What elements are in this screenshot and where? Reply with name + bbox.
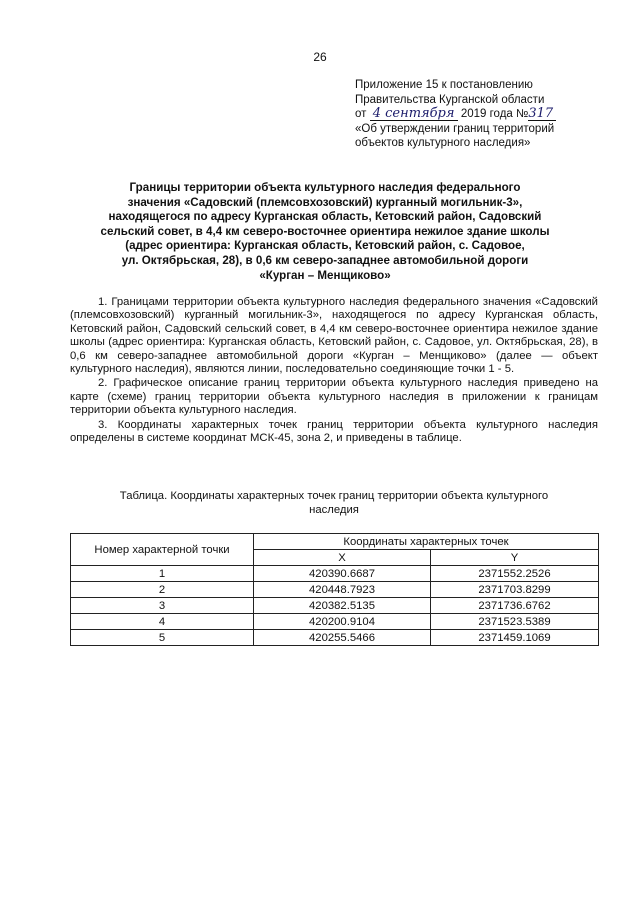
appendix-from-label: от (355, 108, 367, 120)
coordinates-table (70, 533, 599, 646)
point-number: 3 (71, 598, 254, 614)
appendix-line-3 (355, 107, 625, 122)
title-line-2: значения «Садовский (племсовхозовский) курганный могильник-3», (127, 195, 523, 209)
y-value: 2371459.1069 (431, 630, 599, 646)
header-y: Y (431, 550, 599, 566)
table-row (71, 614, 599, 630)
handwritten-date: 4 сентября (370, 108, 458, 121)
title-line-7: «Курган – Менщиково» (259, 268, 391, 282)
y-value: 2371736.6762 (431, 598, 599, 614)
point-number: 4 (71, 614, 254, 630)
table-caption-line-2: наследия (309, 504, 359, 516)
appendix-line-1: Приложение 15 к постановлению (355, 79, 533, 91)
title-line-3: находящегося по адресу Курганская область, Кетовский район, Садовский (108, 210, 542, 224)
point-number: 5 (71, 630, 254, 646)
y-value: 2371523.5389 (431, 614, 599, 630)
appendix-line-4: «Об утверждении границ территорий (355, 122, 555, 135)
point-number: 1 (71, 566, 254, 582)
table-row (71, 582, 599, 598)
header-x: X (254, 550, 431, 566)
appendix-line-5: объектов культурного наследия» (355, 137, 531, 149)
table-row (71, 598, 599, 614)
x-value: 420390.6687 (254, 566, 431, 582)
title-line-5: (адрес ориентира: Курганская область, Кетовский район, с. Садовое, (125, 239, 525, 253)
paragraph-3: 3. Координаты характерных точек границ территории объекта культурного наследия определены в системе координат МСК-45, зона 2, и приведены в таблице. (70, 418, 598, 445)
handwritten-number: 317 (528, 108, 556, 121)
page-number: 26 (313, 50, 327, 64)
table-caption (70, 489, 598, 517)
title-line-6: ул. Октябрьская, 28), в 0,6 км северо-западнее автомобильной дороги (121, 253, 529, 267)
header-coordinates: Координаты характерных точек (254, 534, 599, 550)
body-text (70, 296, 598, 446)
table-row (71, 566, 599, 582)
paragraph-1: 1. Границами территории объекта культурного наследия федерального значения «Садовский (племсовхозовский) курганный могильник-3», находящегося по адресу Курганская область, Кетовский район, Садовский сельский совет, в 4,4 км северо-восточнее ориентира нежилое здание школы (адрес ориентира: Курганская область, Кетовский район, с. Садовое, ул. Октябрьская, 28), в 0,6 км северо-западнее автомобильной дороги «Курган – Менщиково» (далее — объект культурного наследия), являются линии, последовательно соединяющие точки 1 - 5. (70, 296, 598, 376)
document-title (95, 181, 555, 283)
table-caption-line-1: Таблица. Координаты характерных точек границ территории объекта культурного (119, 490, 549, 502)
x-value: 420255.5466 (254, 630, 431, 646)
point-number: 2 (71, 582, 254, 598)
header-point-number: Номер характерной точки (71, 534, 254, 566)
x-value: 420448.7923 (254, 582, 431, 598)
appendix-year-label: 2019 года № (460, 108, 529, 120)
table-header-row (71, 534, 599, 550)
x-value: 420382.5135 (254, 598, 431, 614)
y-value: 2371552.2526 (431, 566, 599, 582)
title-line-1: Границы территории объекта культурного наследия федерального (129, 181, 521, 194)
table-row (71, 630, 599, 646)
x-value: 420200.9104 (254, 614, 431, 630)
appendix-line-2: Правительства Курганской области (355, 93, 545, 106)
appendix-header (355, 78, 625, 151)
paragraph-2: 2. Графическое описание границ территории объекта культурного наследия приведено на карте (схеме) границ территории объекта культурного наследия в приложении к границам территории объекта культурного наследия. (70, 377, 598, 417)
y-value: 2371703.8299 (431, 582, 599, 598)
title-line-4: сельский совет, в 4,4 км северо-восточнее ориентира нежилое здание школы (100, 224, 550, 238)
